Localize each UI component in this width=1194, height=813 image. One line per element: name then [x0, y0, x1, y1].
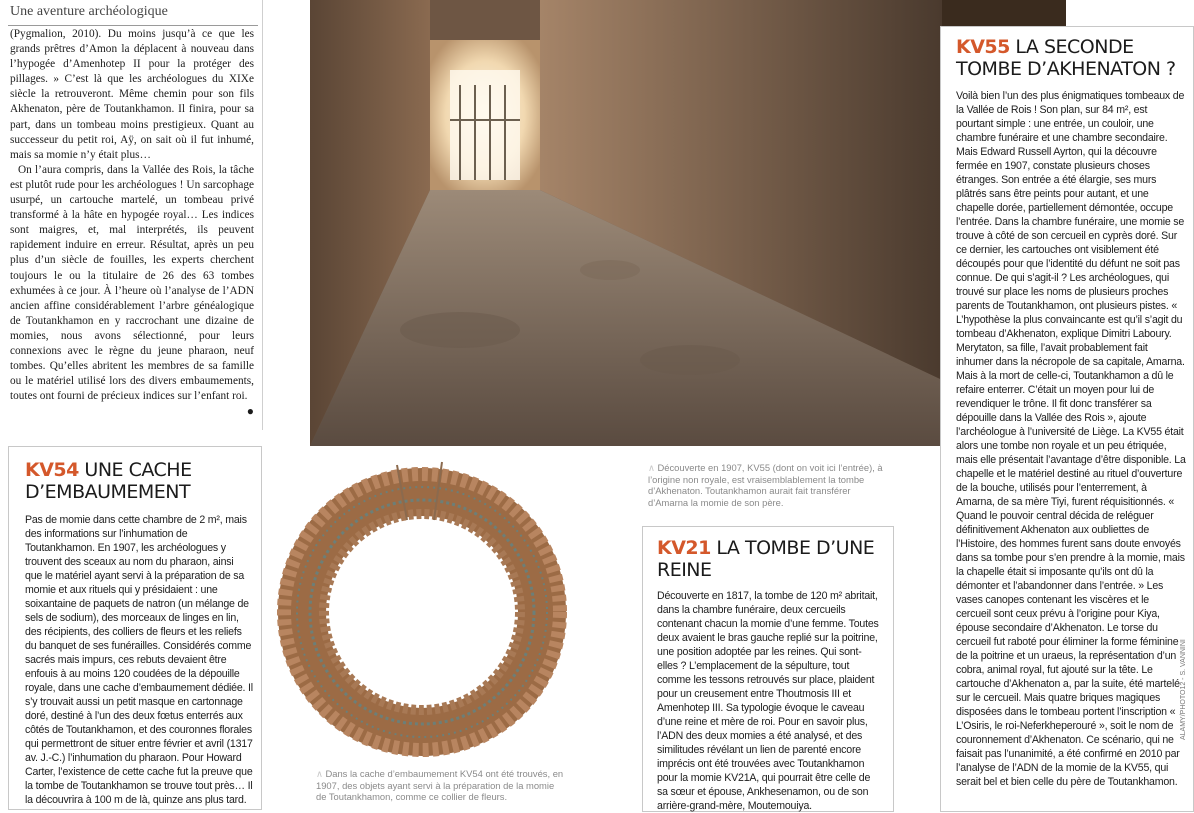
kv55-caption-text: Découverte en 1907, KV55 (dont on voit ici l’entrée), à l’origine non royale, est vraisemblablement la tombe d’Akhenaton. Toutankhamon aurait fait transférer d’Amarna la momie de son père.: [648, 462, 883, 508]
kv54-sidebar: [8, 446, 262, 810]
caption-arrow-icon: ∧: [648, 462, 655, 473]
article-paragraph: [10, 163, 254, 419]
kv21-number: KV21: [657, 537, 711, 559]
kv54-heading: [25, 459, 250, 503]
kv54-title: UNE CACHE D’EMBAUMEMENT: [25, 459, 192, 503]
photo-credit: ALAMY/PHOTO12 - S. VANNINI: [1180, 639, 1187, 740]
main-article-column: [10, 27, 254, 419]
kv54-number: KV54: [25, 459, 79, 481]
kv55-heading: [956, 36, 1186, 80]
kv54-body: [25, 513, 253, 807]
kv55-title: LA SECONDE TOMBE D’AKHENATON ?: [956, 36, 1176, 80]
collar-photo-caption: [316, 768, 566, 803]
kv55-entrance-photo: [310, 0, 942, 446]
column-divider: [262, 0, 263, 430]
caption-arrow-icon: ∧: [316, 768, 323, 779]
flower-collar-photo: [262, 450, 574, 780]
article-paragraph-text: On l’aura compris, dans la Vallée des Rois, la tâche est plutôt rude pour les archéologues ! Un sarcophage usurpé, un cartouche martelé, un tombeau privé transformé à la hâte en hypogée royal… Les indices sont maigres, et, mal interprétés, ils peuvent rapidement induire en erreur. Résultat, après un peu plus d’un siècle de fouilles, les experts cherchent toujours le ou la titulaire de 26 des 63 tombes exhumées à ce jour. À l’heure où l’analyse de l’ADN ancien affine considérablement l’arbre généalogique de Toutankhamon en y raccrochant une dizaine de momies, nous avons sélectionné, pour leurs connexions avec le règne du jeune pharaon, neuf tombes. Qu’elles abritent les membres de sa famille ou le matériel utilisé lors des divers embaumements, toutes ont fourni de précieux indices sur l’enfant roi.: [10, 163, 254, 403]
running-header: Une aventure archéologique: [10, 4, 168, 19]
kv55-body: [956, 89, 1186, 789]
kv21-title: LA TOMBE D’UNE REINE: [657, 537, 875, 581]
kv55-number: KV55: [956, 36, 1010, 58]
end-mark: ●: [246, 404, 254, 419]
kv21-sidebar: [642, 526, 894, 812]
kv21-heading: [657, 537, 882, 581]
photo-strip: [942, 0, 1066, 26]
kv21-text: Découverte en 1817, la tombe de 120 m² abritait, dans la chambre funéraire, deux cercueils contenant chacun la momie d’une femme. Toutes deux avaient le bras gauche replié sur la poitrine, une position adoptée par les reines. Qui sont-elles ? L’emplacement de la sépulture, tout comme les tessons retrouvés sur place, plaident pour un creusement entre Thoutmosis III et Amenhotep III. Sa typologie évoque le caveau d’une reine et mère de roi. Pour en savoir plus, l’ADN des deux momies a été analysé, et des similitudes révélant un lien de parenté encore imprécis ont été trouvées avec Toutankhamon pour la momie KV21A, qui pourrait être celle de sa sœur et épouse, Ankhesenamon, ou de son arrière-grand-mère, Moutemouiya.: [657, 590, 879, 812]
flower-collar-illustration: [262, 450, 574, 780]
kv21-body: [657, 589, 882, 813]
kv55-photo-caption: [648, 462, 884, 508]
kv54-text: Pas de momie dans cette chambre de 2 m², mais des informations sur l’inhumation de Toutankhamon. En 1907, les archéologues y trouvent des sceaux au nom du pharaon, ainsi que le matériel ayant servi à la préparation de sa momie et aux rituels qui y présidaient : une soixantaine de paquets de natron (un mélange de sels de sodium), des morceaux de linges en lin, des récipients, des colliers de fleurs et les reliefs du banquet de ses funérailles. Considérés comme sacrés mais impurs, ces rebuts devaient être enfouis à au moins 120 coudées de la dépouille royale, dans une cache d’embaumement dédiée. Il s’y trouvait aussi un petit masque en cartonnage doré, destiné à l’un des deux fœtus enterrés aux côtés de Toutankhamon, et des couronnes florales qui permettront de situer entre février et avril (1317 av. J.-C.) l’inhumation du pharaon. Pour Howard Carter, l’existence de cette cache fut la preuve que la tombe de Toutankhamon se trouve tout près… Il la découvrira à 100 m de là, quinze ans plus tard.: [25, 514, 253, 806]
header-divider: [8, 25, 258, 26]
article-paragraph: (Pygmalion, 2010). Du moins jusqu’à ce que les grands prêtres d’Amon la déplacent à nouveau dans l’hypogée d’Amenhotep II pour la protéger des pillages. » C’est là que les archéologues du XIXe siècle la retrouveront. Même chemin pour son fils Akhenaton, père de Toutankhamon. Il finira, pour sa part, dans un tombeau moins prestigieux. Quant au successeur du petit roi, Aÿ, on sait où il fut inhumé, mais sa momie n’y était plus…: [10, 28, 254, 161]
kv55-text: Voilà bien l’un des plus énigmatiques tombeaux de la Vallée de Rois ! Son plan, sur 84 m², est pourtant simple : une entrée, un couloir, une chambre funéraire et une chambre secondaire. Mais Edward Russell Ayrton, qui la découvre fermée en 1907, constate plusieurs choses étranges. Son entrée a été élargie, ses murs plâtrés sans être peints pour autant, et une chapelle dorée, partiellement démontée, occupe l’entrée. Dans la chambre funéraire, une momie se trouve à côté de son cercueil en cyprès doré. Sur ce dernier, les cartouches ont visiblement été découpés pour que l’identité du défunt ne soit pas connue. De qui s’agit-il ? Les archéologues, qui trouvé sur place les noms de plusieurs proches parents de Toutankhamon, ont plusieurs pistes. « L’hypothèse la plus convaincante est qu’il s’agit du tombeau d’Akhenaton, explique Dimitri Laboury. Merytaton, sa fille, l’avait probablement fait inhumer dans la nécropole de sa capitale, Amarna. Mais à la mort de celle-ci, Toutankhamon a dû le refaire enterrer. C’était un moyen pour lui de revendiquer le trône. Il fit donc transférer sa dépouille dans la Vallée des Rois », ajoute l’archéologue à l’université de Liège. La KV55 était alors une tombe non royale et un peu étriquée, mais elle présentait l’avantage d’être disponible. La chapelle et le matériel destiné au rituel d’ouverture de la bouche, utilisés pour l’enterrement, à Amarna, de sa mère Tiyi, furent réquisitionnés. « Quand le pouvoir central décida de reléguer définitivement Akhenaton aux oubliettes de l’Histoire, des hommes furent sans doute envoyés dans sa tombe pour s’en prendre à la momie, mais la chapelle était si imposante qu’ils ont dû la démonter et l’abandonner dans l’entrée. » Les vases canopes contenant les viscères et le cercueil sont ceux prévu à l’origine pour Kiya, épouse secondaire d’Akhenaton. Le torse du cercueil fut raboté pour éliminer la forme féminine de la poitrine et un uraeus, la représentation d’un cobra, animal royal, fut ajouté sur la tête. Le cartouche d’Akhenaton a, par la suite, été martelé sur le cercueil. Mais quatre briques magiques disposées dans le tombeau portent l’inscription « L’Osiris, le roi-Neferkheperouré », soit le nom de couronnement d’Akhenaton. Ce scénario, qui ne faisait pas l’unanimité, a été confirmé en 2010 par l’analyse de l’ADN de la momie de la KV55, qui serait bel et bien celle du père de Toutankhamon.: [956, 90, 1186, 788]
tomb-corridor-illustration: [310, 0, 942, 446]
kv55-sidebar: [940, 26, 1194, 812]
collar-caption-text: Dans la cache d’embaumement KV54 ont été trouvés, en 1907, des objets ayant servi à la préparation de la momie de Toutankhamon, comme ce collier de fleurs.: [316, 768, 564, 802]
